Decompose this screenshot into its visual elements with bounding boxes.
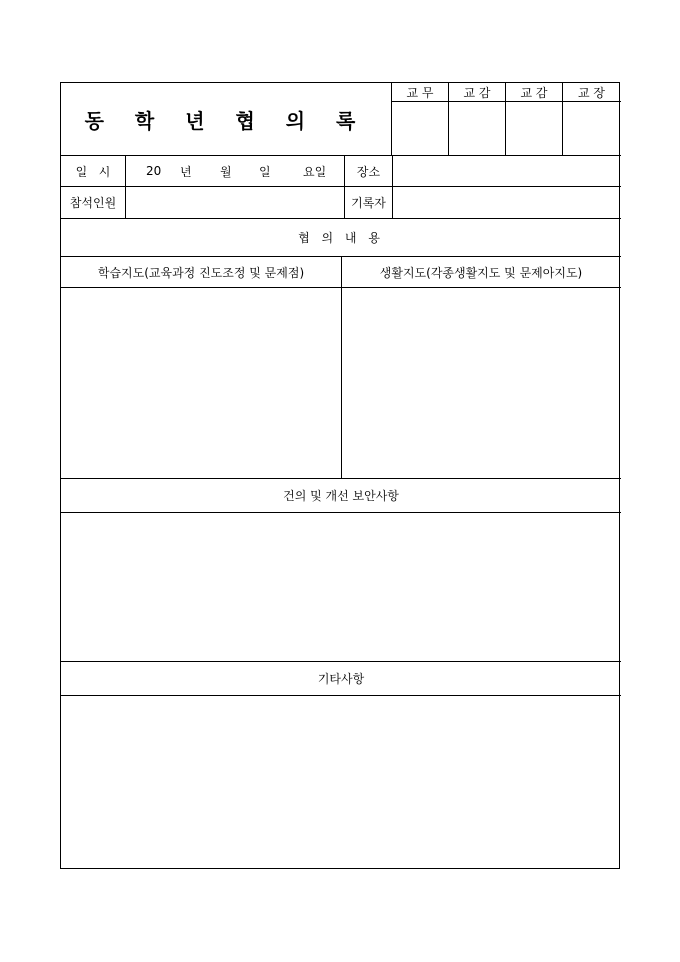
other-content-area[interactable] [61,696,620,868]
learning-content-area[interactable] [61,288,341,478]
place-field[interactable] [393,156,620,186]
attendees-field[interactable] [126,187,344,218]
approval-sign-box-1[interactable] [392,102,448,155]
approval-label-2: 교 감 [463,85,491,100]
other-heading: 기타사항 [317,672,365,686]
recorder-label: 기록자 [351,196,386,210]
date-label: 일 시 [75,164,111,179]
approval-label-1: 교 무 [406,85,434,100]
date-month-unit: 월 [220,164,232,179]
date-year-unit: 년 [180,164,192,179]
approval-label-4: 교 장 [578,85,605,100]
form-title: 동 학 년 협 의 록 [84,108,368,133]
attendees-label: 참석인원 [69,196,117,210]
life-content-area[interactable] [342,288,620,478]
approval-sign-box-2[interactable] [449,102,505,155]
approval-sign-box-3[interactable] [506,102,562,155]
meeting-record-form [60,82,620,869]
recorder-field[interactable] [393,187,620,218]
date-day-unit: 일 [259,164,271,179]
suggestions-heading: 건의 및 개선 보안사항 [283,489,399,503]
approval-label-3: 교 감 [520,85,548,100]
content-heading: 협 의 내 용 [298,231,384,245]
date-weekday-unit: 요일 [303,164,327,179]
approval-sign-box-4[interactable] [563,102,620,155]
date-year-prefix: 20 [146,164,162,178]
date-field[interactable] [126,156,344,186]
life-heading: 생활지도(각종생활지도 및 문제아지도) [379,265,583,280]
place-label: 장소 [356,164,381,179]
learning-heading: 학습지도(교육과정 진도조정 및 문제점) [97,265,305,280]
suggestions-content-area[interactable] [61,513,620,661]
